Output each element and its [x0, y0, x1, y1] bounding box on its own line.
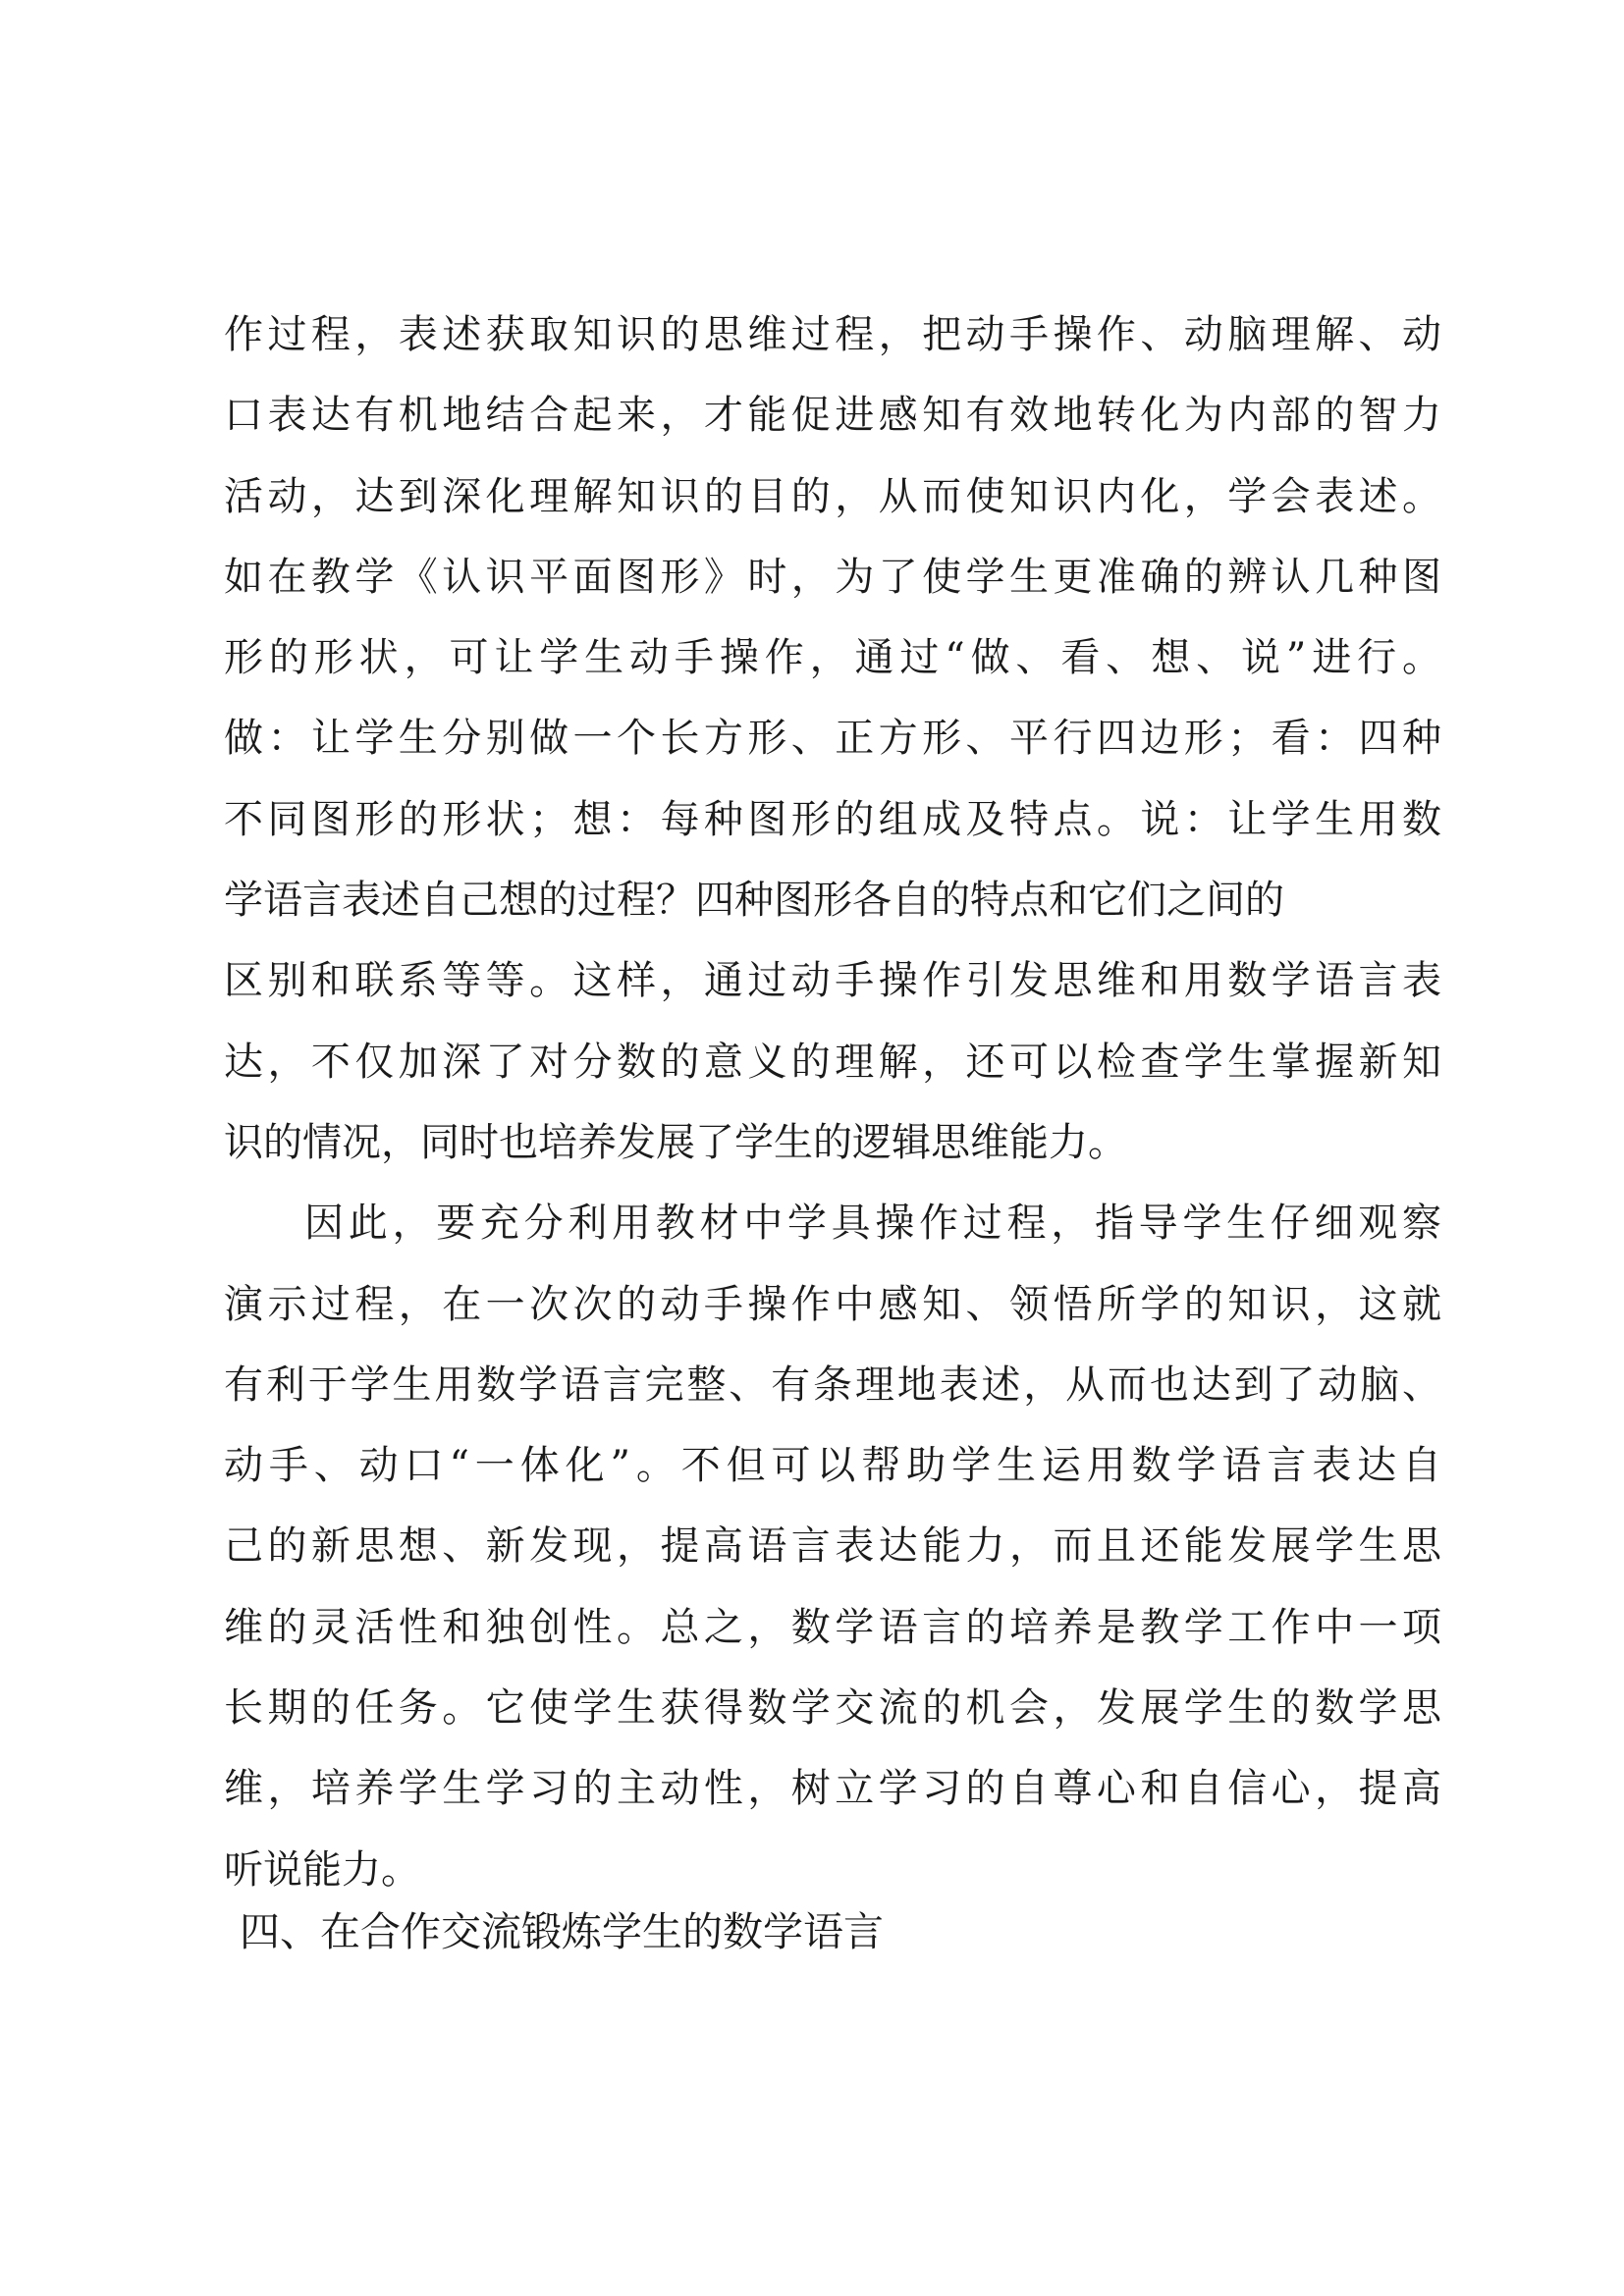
text-line: 识的情况，同时也培养发展了学生的逻辑思维能力。 [224, 1119, 1127, 1165]
text-line: 做：让学生分别做一个长方形、正方形、平行四边形；看：四种 [224, 716, 1441, 762]
text-line: 己的新思想、新发现，提高语言表达能力，而且还能发展学生思 [224, 1523, 1441, 1570]
text-line: 口表达有机地结合起来，才能促进感知有效地转化为内部的智力 [224, 393, 1441, 439]
text-line: 形的形状，可让学生动手操作，通过“做、看、想、说”进行。 [224, 635, 1441, 681]
text-line: 达，不仅加深了对分数的意义的理解，还可以检查学生掌握新知 [224, 1039, 1441, 1085]
text-line: 有利于学生用数学语言完整、有条理地表述，从而也达到了动脑、 [224, 1362, 1441, 1408]
text-line: 活动，达到深化理解知识的目的，从而使知识内化，学会表述。 [224, 473, 1441, 519]
text-line: 维的灵活性和独创性。总之，数学语言的培养是教学工作中一项 [224, 1604, 1441, 1650]
body-text [224, 294, 1441, 1910]
text-line: 听说能力。 [224, 1846, 420, 1893]
text-line: 区别和联系等等。这样，通过动手操作引发思维和用数学语言表 [224, 958, 1441, 1004]
text-line: 动手、动口“一体化”。不但可以帮助学生运用数学语言表达自 [224, 1443, 1441, 1489]
text-line: 演示过程，在一次次的动手操作中感知、领悟所学的知识，这就 [224, 1281, 1441, 1327]
text-line: 作过程，表述获取知识的思维过程，把动手操作、动脑理解、动 [224, 312, 1441, 357]
text-line: 维，培养学生学习的主动性，树立学习的自尊心和自信心，提高 [224, 1766, 1441, 1812]
text-line: 长期的任务。它使学生获得数学交流的机会，发展学生的数学思 [224, 1685, 1441, 1732]
text-line: 不同图形的形状；想：每种图形的组成及特点。说：让学生用数 [224, 796, 1441, 842]
text-line: 如在教学《认识平面图形》时，为了使学生更准确的辨认几种图 [224, 554, 1441, 600]
text-line: 学语言表述自己想的过程？四种图形各自的特点和它们之间的 [224, 878, 1284, 924]
section-heading: 四、在合作交流锻炼学生的数学语言 [240, 1908, 884, 1955]
text-line: 因此，要充分利用教材中学具操作过程，指导学生仔细观察 [304, 1201, 1441, 1247]
